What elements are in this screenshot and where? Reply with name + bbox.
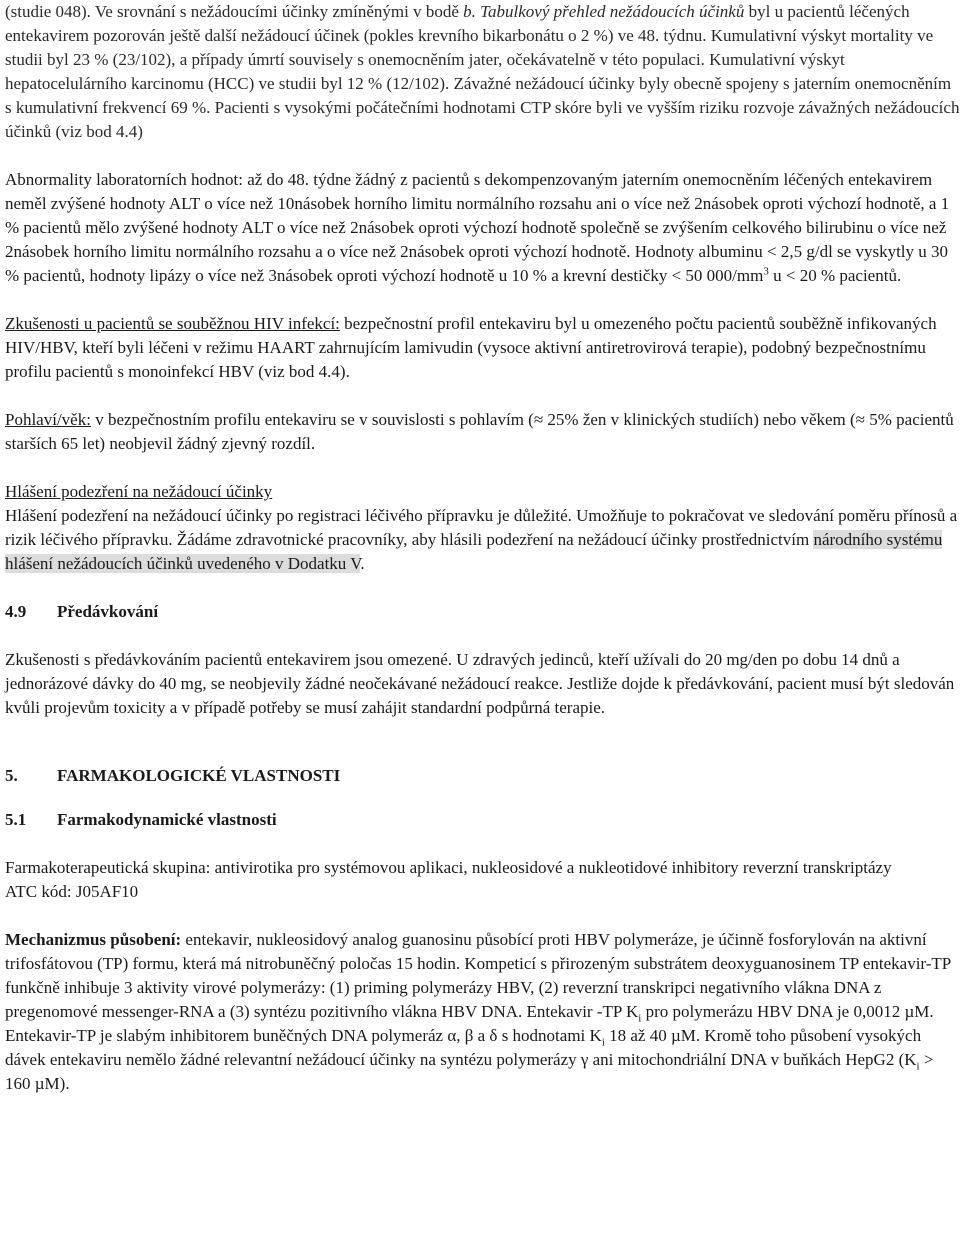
text-run: 18 až 40 µM. Kromě toho působení vysokých dávek entekaviru nemělo žádné relevantní nežádoucí účinky na syntézu polymerázy γ ani mitochondriální DNA v buňkách HepG2 (K <box>5 1026 922 1069</box>
text-run: byl u pacientů léčených entekavirem pozorován ještě další nežádoucí účinek (pokles krevního bikarbonátu o 2 %) ve 48. týdnu. Kumulativní výskyt mortality ve studii byl 23 % (23/102), a případy úmrtí souvisely s onemocněním jater, očekávatelně v této populaci. Kumulativní výskyt hepatocelulárního karcinomu (HCC) ve studii byl 12 % (12/102). Závažné nežádoucí účinky byly obecně spojeny s jaterním onemocněním s kumulativní frekvencí 69 %. Pacienti s vysokými počátečními hodnotami CTP skóre byli ve vyšším riziku rozvoje závažných nežádoucích účinků (viz bod 4.4) <box>5 2 960 141</box>
section-number: 5.1 <box>5 810 27 829</box>
paragraph-reporting <box>5 504 960 576</box>
paragraph-mechanism-of-action <box>5 928 960 1096</box>
text-run: bezpečnostní profil entekaviru byl u omezeného počtu pacientů souběžně infikovaných HIV/HBV, kteří byli léčeni v režimu HAART zahrnujícím lamivudin (vysoce aktivní antiretrovirová terapie), podobný bezpečnostnímu profilu pacientů s monoinfekcí HBV (viz bod 4.4). <box>5 314 937 381</box>
bold-label: Mechanizmus působení: <box>5 930 182 949</box>
paragraph-overdose: Zkušenosti s předávkováním pacientů entekavirem jsou omezené. U zdravých jedinců, kteří užívali do 20 mg/den po dobu 14 dnů a jednorázové dávky do 40 mg, se neobjevily žádné neočekávané nežádoucí reakce. Jestliže dojde k předávkování, pacient musí být sledován kvůli projevům toxicity a v případě potřeby se musí zahájit standardní podpůrná terapie. <box>5 650 955 717</box>
paragraph-sex-age <box>5 408 960 456</box>
text-run: (studie 048). Ve srovnání s nežádoucími účinky zmíněnými v bodě <box>5 2 464 21</box>
superscript: 3 <box>763 265 769 278</box>
text-run: Hlášení podezření na nežádoucí účinky po registraci léčivého přípravku je důležité. Umožňuje to pokračovat ve sledování poměru přínosů a rizik léčivého přípravku. Žádáme zdravotnické pracovníky, aby hlásili podezření na nežádoucí účinky prostřednictvím <box>5 506 958 549</box>
section-title: FARMAKOLOGICKÉ VLASTNOSTI <box>57 766 341 785</box>
subscript: i <box>638 1012 642 1025</box>
section-number: 5. <box>5 766 18 785</box>
subscript: i <box>601 1036 605 1049</box>
paragraph-adverse-effects-study-048 <box>5 0 960 144</box>
section-number: 4.9 <box>5 602 27 621</box>
text-run: v bezpečnostním profilu entekaviru se v souvislosti s pohlavím (≈ 25% žen v klinických studiích) nebo věkem (≈ 5% pacientů starších 65 let) neobjevil žádný zjevný rozdíl. <box>5 410 954 453</box>
text-run: pro polymerázu HBV DNA je 0,0012 µM. Entekavir-TP je slabým inhibitorem buněčných DNA polymeráz α, β a δ s hodnotami K <box>5 1002 934 1045</box>
paragraph-hiv-coinfection <box>5 312 960 384</box>
section-title: Předávkování <box>57 602 159 621</box>
section-title: Farmakodynamické vlastnosti <box>57 810 277 829</box>
subscript: i <box>916 1060 920 1073</box>
paragraph-pharmacotherapeutic-group: Farmakoterapeutická skupina: antivirotika pro systémovou aplikaci, nukleosidové a nukleotidové inhibitory reverzní transkriptázy <box>5 858 892 877</box>
text-run: > 160 µM). <box>5 1050 934 1093</box>
section-heading-5-1 <box>5 808 960 832</box>
atc-code: ATC kód: J05AF10 <box>5 882 139 901</box>
text-run: . <box>360 554 365 573</box>
underlined-label: Zkušenosti u pacientů se souběžnou HIV infekcí: <box>5 314 340 333</box>
text-run: entekavir, nukleosidový analog guanosinu působící proti HBV polymeráze, je účinně fosforylován na aktivní trifosfátovou (TP) formu, která má nitrobuněčný poločas 15 hodin. Kompeticí s přirozeným substrátem deoxyguanosinem TP entekavir-TP funkčně inhibuje 3 aktivity virové polymerázy: (1) priming polymerázy HBV, (2) reverzní transkripci negativního vlákna DNA z pregenomové messenger-RNA a (3) syntézu pozitivního vlákna HBV DNA. Entekavir -TP K <box>5 930 951 1021</box>
italic-reference: b. Tabulkový přehled nežádoucích účinků <box>463 2 745 21</box>
text-run: Abnormality laboratorních hodnot: až do 48. týdne žádný z pacientů s dekompenzovaným jaterním onemocněním léčených entekavirem neměl zvýšené hodnoty ALT o více než 10násobek horního limitu normálního rozsahu ani o více než 2násobek oproti výchozí hodnotě, a 1 % pacientů mělo zvýšené hodnoty ALT o více než 2násobek oproti výchozí hodnotě společně se zvýšením celkového bilirubinu o více než 2násobek horního limitu normálního rozsahu a o více než 2násobek oproti výchozí hodnotě. Hodnoty albuminu < 2,5 g/dl se vyskytly u 30 % pacientů, hodnoty lipázy o více než 3násobek oproti výchozí hodnotě u 10 % a krevní destičky < 50 000/mm <box>5 170 950 285</box>
underlined-label: Pohlaví/věk: <box>5 410 91 429</box>
section-heading-5 <box>5 764 960 788</box>
section-heading-4-9 <box>5 600 960 624</box>
paragraph-lab-abnormalities <box>5 168 960 288</box>
text-run: u < 20 % pacientů. <box>768 266 902 285</box>
subsection-title-reporting: Hlášení podezření na nežádoucí účinky <box>5 482 273 501</box>
highlighted-reference: národního systému hlášení nežádoucích účinků uvedeného v Dodatku V <box>5 530 943 573</box>
